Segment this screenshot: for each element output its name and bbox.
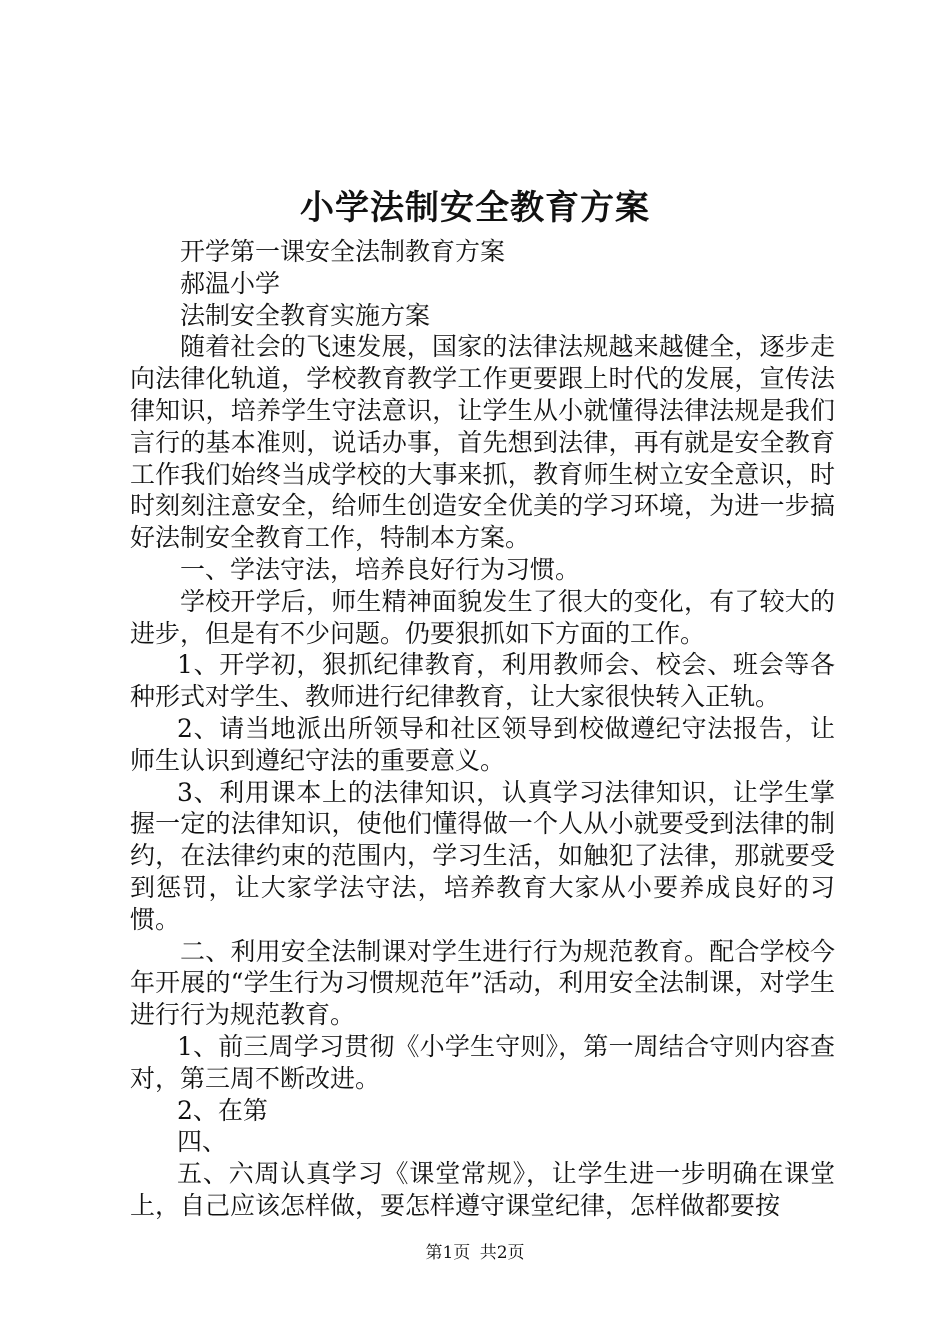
paragraph: 2、在第 xyxy=(177,1095,268,1125)
paragraph: 四、 xyxy=(177,1127,228,1157)
paragraph: 1、前三周学习贯彻《小学生守则》，第一周结合守则内容查对，第三周不断改进。 xyxy=(130,1031,835,1093)
paragraph: 法制安全教育实施方案 xyxy=(180,300,431,330)
page-number: 第1页 xyxy=(425,1243,471,1263)
paragraph: 五、六周认真学习《课堂常规》，让学生进一步明确在课堂上，自己应该怎样做，要怎样遵守课堂纪律，怎样做都要按 xyxy=(130,1159,835,1220)
paragraph: 一、学法守法，培养良好行为习惯。 xyxy=(180,554,581,584)
paragraph: 二、利用安全法制课对学生进行行为规范教育。配合学校今年开展的“学生行为习惯规范年”活动，利用安全法制课，对学生进行行为规范教育。 xyxy=(130,936,835,1030)
paragraph: 学校开学后，师生精神面貌发生了很大的变化，有了较大的进步，但是有不少问题。仍要狠抓如下方面的工作。 xyxy=(130,586,835,648)
paragraph: 郝温小学 xyxy=(180,268,281,298)
paragraph: 开学第一课安全法制教育方案 xyxy=(180,237,506,266)
document-body xyxy=(130,236,835,1222)
paragraph: 2、请当地派出所领导和社区领导到校做遵纪守法报告，让师生认识到遵纪守法的重要意义。 xyxy=(130,713,835,775)
document-title: 小学法制安全教育方案 xyxy=(300,188,650,228)
paragraph: 1、开学初，狠抓纪律教育，利用教师会、校会、班会等各种形式对学生、教师进行纪律教育，让大家很快转入正轨。 xyxy=(130,650,835,712)
page-footer xyxy=(0,1241,950,1265)
paragraph: 3、利用课本上的法律知识，认真学习法律知识，让学生掌握一定的法律知识，使他们懂得做一个人从小就要受到法律的制约，在法律约束的范围内，学习生活，如触犯了法律，那就要受到惩罚，让大家学法守法，培养教育大家从小要养成良好的习惯。 xyxy=(130,777,835,934)
page-total: 共2页 xyxy=(479,1243,525,1263)
paragraph: 随着社会的飞速发展，国家的法律法规越来越健全，逐步走向法律化轨道，学校教育教学工作更要跟上时代的发展，宣传法律知识，培养学生守法意识，让学生从小就懂得法律法规是我们言行的基本准则，说话办事，首先想到法律，再有就是安全教育工作我们始终当成学校的大事来抓，教育师生树立安全意识，时时刻刻注意安全，给师生创造安全优美的学习环境，为进一步搞好法制安全教育工作，特制本方案。 xyxy=(130,332,835,553)
